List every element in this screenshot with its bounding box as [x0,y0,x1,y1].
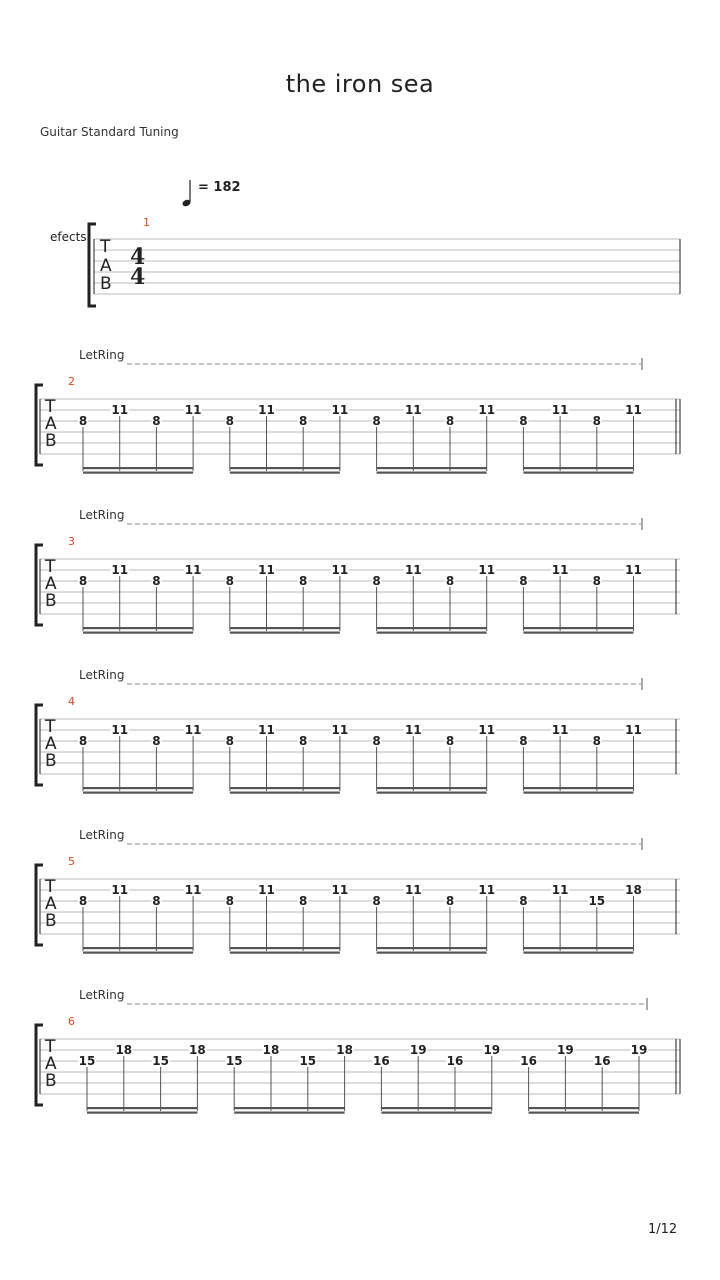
fret-number: 11 [331,403,349,417]
beam [523,952,633,954]
fret-number: 18 [115,1043,133,1057]
fret-number: 19 [483,1043,501,1057]
beam [83,952,193,954]
fret-number: 18 [336,1043,353,1057]
fret-number: 11 [625,563,642,577]
beam [377,952,487,954]
fret-number: 8 [445,734,455,748]
tab-system-2 [0,340,720,490]
score-title: the iron sea [285,70,435,98]
fret-number: 11 [111,883,129,897]
fret-number: 11 [478,563,496,577]
tab-letter: B [45,1071,57,1091]
fret-number: 8 [225,574,234,588]
tab-letter: A [45,734,57,754]
beam [83,472,193,474]
fret-number: 8 [78,414,88,428]
tab-letter: T [45,1037,56,1057]
tab-letter: T [45,717,56,737]
fret-number: 16 [373,1054,390,1068]
beam [523,632,633,634]
time-signature-top: 4 [130,244,146,270]
letring-label: LetRing [79,508,125,522]
fret-number: 8 [519,734,528,748]
fret-number: 16 [593,1054,611,1068]
fret-number: 8 [225,894,234,908]
fret-number: 8 [299,734,308,748]
tab-letter: B [45,431,57,451]
fret-number: 11 [258,403,275,417]
beam [381,1112,491,1114]
beam [523,947,633,949]
tab-system-1 [0,210,720,320]
tab-letter: A [45,574,57,594]
fret-number: 15 [78,1054,96,1068]
beam [234,1107,344,1109]
page-number: 1/12 [648,1222,678,1237]
tab-letter: A [45,1054,57,1074]
beam [377,472,487,474]
fret-number: 8 [445,574,455,588]
fret-number: 11 [111,403,129,417]
fret-number: 8 [592,734,601,748]
tab-letter: T [45,877,56,897]
fret-number: 11 [404,883,422,897]
beam [230,792,340,794]
fret-number: 8 [372,574,381,588]
fret-number: 8 [445,894,455,908]
fret-number: 8 [152,734,161,748]
tempo-marking [180,178,260,212]
beam [83,467,193,469]
fret-number: 11 [478,883,496,897]
letring-label: LetRing [79,348,125,362]
beam [234,1112,344,1114]
tab-letter: B [45,911,57,931]
fret-number: 15 [588,894,606,908]
beam [230,952,340,954]
measure-number: 4 [68,695,75,708]
fret-number: 8 [299,574,308,588]
beam [230,632,340,634]
fret-number: 19 [557,1043,574,1057]
fret-number: 11 [111,563,129,577]
tab-letter: B [45,591,57,611]
tab-letter: A [45,414,57,434]
beam [377,627,487,629]
beam [523,792,633,794]
fret-number: 8 [372,734,381,748]
measure-number: 5 [68,855,75,868]
beam [87,1112,197,1114]
fret-number: 8 [519,414,528,428]
fret-number: 11 [478,723,496,737]
fret-number: 8 [299,894,308,908]
fret-number: 15 [299,1054,317,1068]
beam [523,787,633,789]
fret-number: 18 [262,1043,280,1057]
tab-letter: T [45,557,56,577]
fret-number: 19 [409,1043,427,1057]
beam [523,467,633,469]
fret-number: 8 [225,734,234,748]
tab-system-3 [0,500,720,650]
beam [230,947,340,949]
beam [83,627,193,629]
fret-number: 15 [225,1054,243,1068]
fret-number: 8 [372,894,381,908]
fret-number: 11 [258,563,275,577]
fret-number: 11 [551,563,569,577]
fret-number: 11 [331,883,349,897]
measure-number: 2 [68,375,75,388]
track-name: efects [50,230,87,244]
fret-number: 15 [152,1054,169,1068]
fret-number: 8 [519,574,528,588]
tab-system-5 [0,820,720,970]
fret-number: 8 [152,414,161,428]
fret-number: 8 [78,574,88,588]
fret-number: 11 [184,883,202,897]
fret-number: 11 [551,723,569,737]
fret-number: 11 [331,723,349,737]
beam [529,1107,639,1109]
fret-number: 11 [184,563,202,577]
fret-number: 11 [184,403,202,417]
beam [377,787,487,789]
beam [523,472,633,474]
beam [230,467,340,469]
beam [230,627,340,629]
fret-number: 16 [446,1054,464,1068]
tempo-value: = 182 [198,180,241,195]
fret-number: 11 [258,883,275,897]
letring-label: LetRing [79,668,125,682]
fret-number: 11 [258,723,275,737]
tab-letter: A [45,894,57,914]
fret-number: 8 [152,894,161,908]
fret-number: 11 [478,403,496,417]
beam [377,632,487,634]
beam [83,947,193,949]
tab-letter: T [45,397,56,417]
beam [83,632,193,634]
fret-number: 8 [299,414,308,428]
fret-number: 11 [184,723,202,737]
tab-letter-t: T [100,237,111,257]
tab-letter: B [45,751,57,771]
measure-number: 6 [68,1015,75,1028]
fret-number: 11 [404,563,422,577]
fret-number: 11 [551,883,569,897]
measure-number: 3 [68,535,75,548]
fret-number: 11 [551,403,569,417]
beam [523,627,633,629]
time-signature-bottom: 4 [130,264,146,290]
beam [377,792,487,794]
fret-number: 19 [630,1043,648,1057]
fret-number: 8 [592,414,601,428]
fret-number: 11 [404,723,422,737]
fret-number: 11 [625,723,642,737]
fret-number: 8 [78,734,88,748]
fret-number: 8 [445,414,455,428]
tab-letter-b: B [100,274,112,294]
beam [377,947,487,949]
tab-system-4 [0,660,720,810]
fret-number: 8 [519,894,528,908]
beam [230,787,340,789]
fret-number: 11 [111,723,129,737]
tab-letter-a: A [100,256,112,276]
beam [230,472,340,474]
fret-number: 8 [152,574,161,588]
beam [529,1112,639,1114]
fret-number: 11 [625,403,642,417]
beam [87,1107,197,1109]
fret-number: 11 [404,403,422,417]
fret-number: 8 [78,894,88,908]
fret-number: 18 [625,883,642,897]
tab-system-6 [0,980,720,1130]
fret-number: 11 [331,563,349,577]
fret-number: 8 [372,414,381,428]
fret-number: 16 [520,1054,537,1068]
fret-number: 8 [592,574,601,588]
beam [377,467,487,469]
tab-staff-lines [94,239,680,294]
beam [83,787,193,789]
fret-number: 18 [189,1043,206,1057]
letring-label: LetRing [79,988,125,1002]
quarter-note-icon [180,178,196,212]
letring-label: LetRing [79,828,125,842]
measure-number: 1 [143,216,150,229]
beam [381,1107,491,1109]
fret-number: 8 [225,414,234,428]
tuning-label: Guitar Standard Tuning [40,125,179,139]
beam [83,792,193,794]
